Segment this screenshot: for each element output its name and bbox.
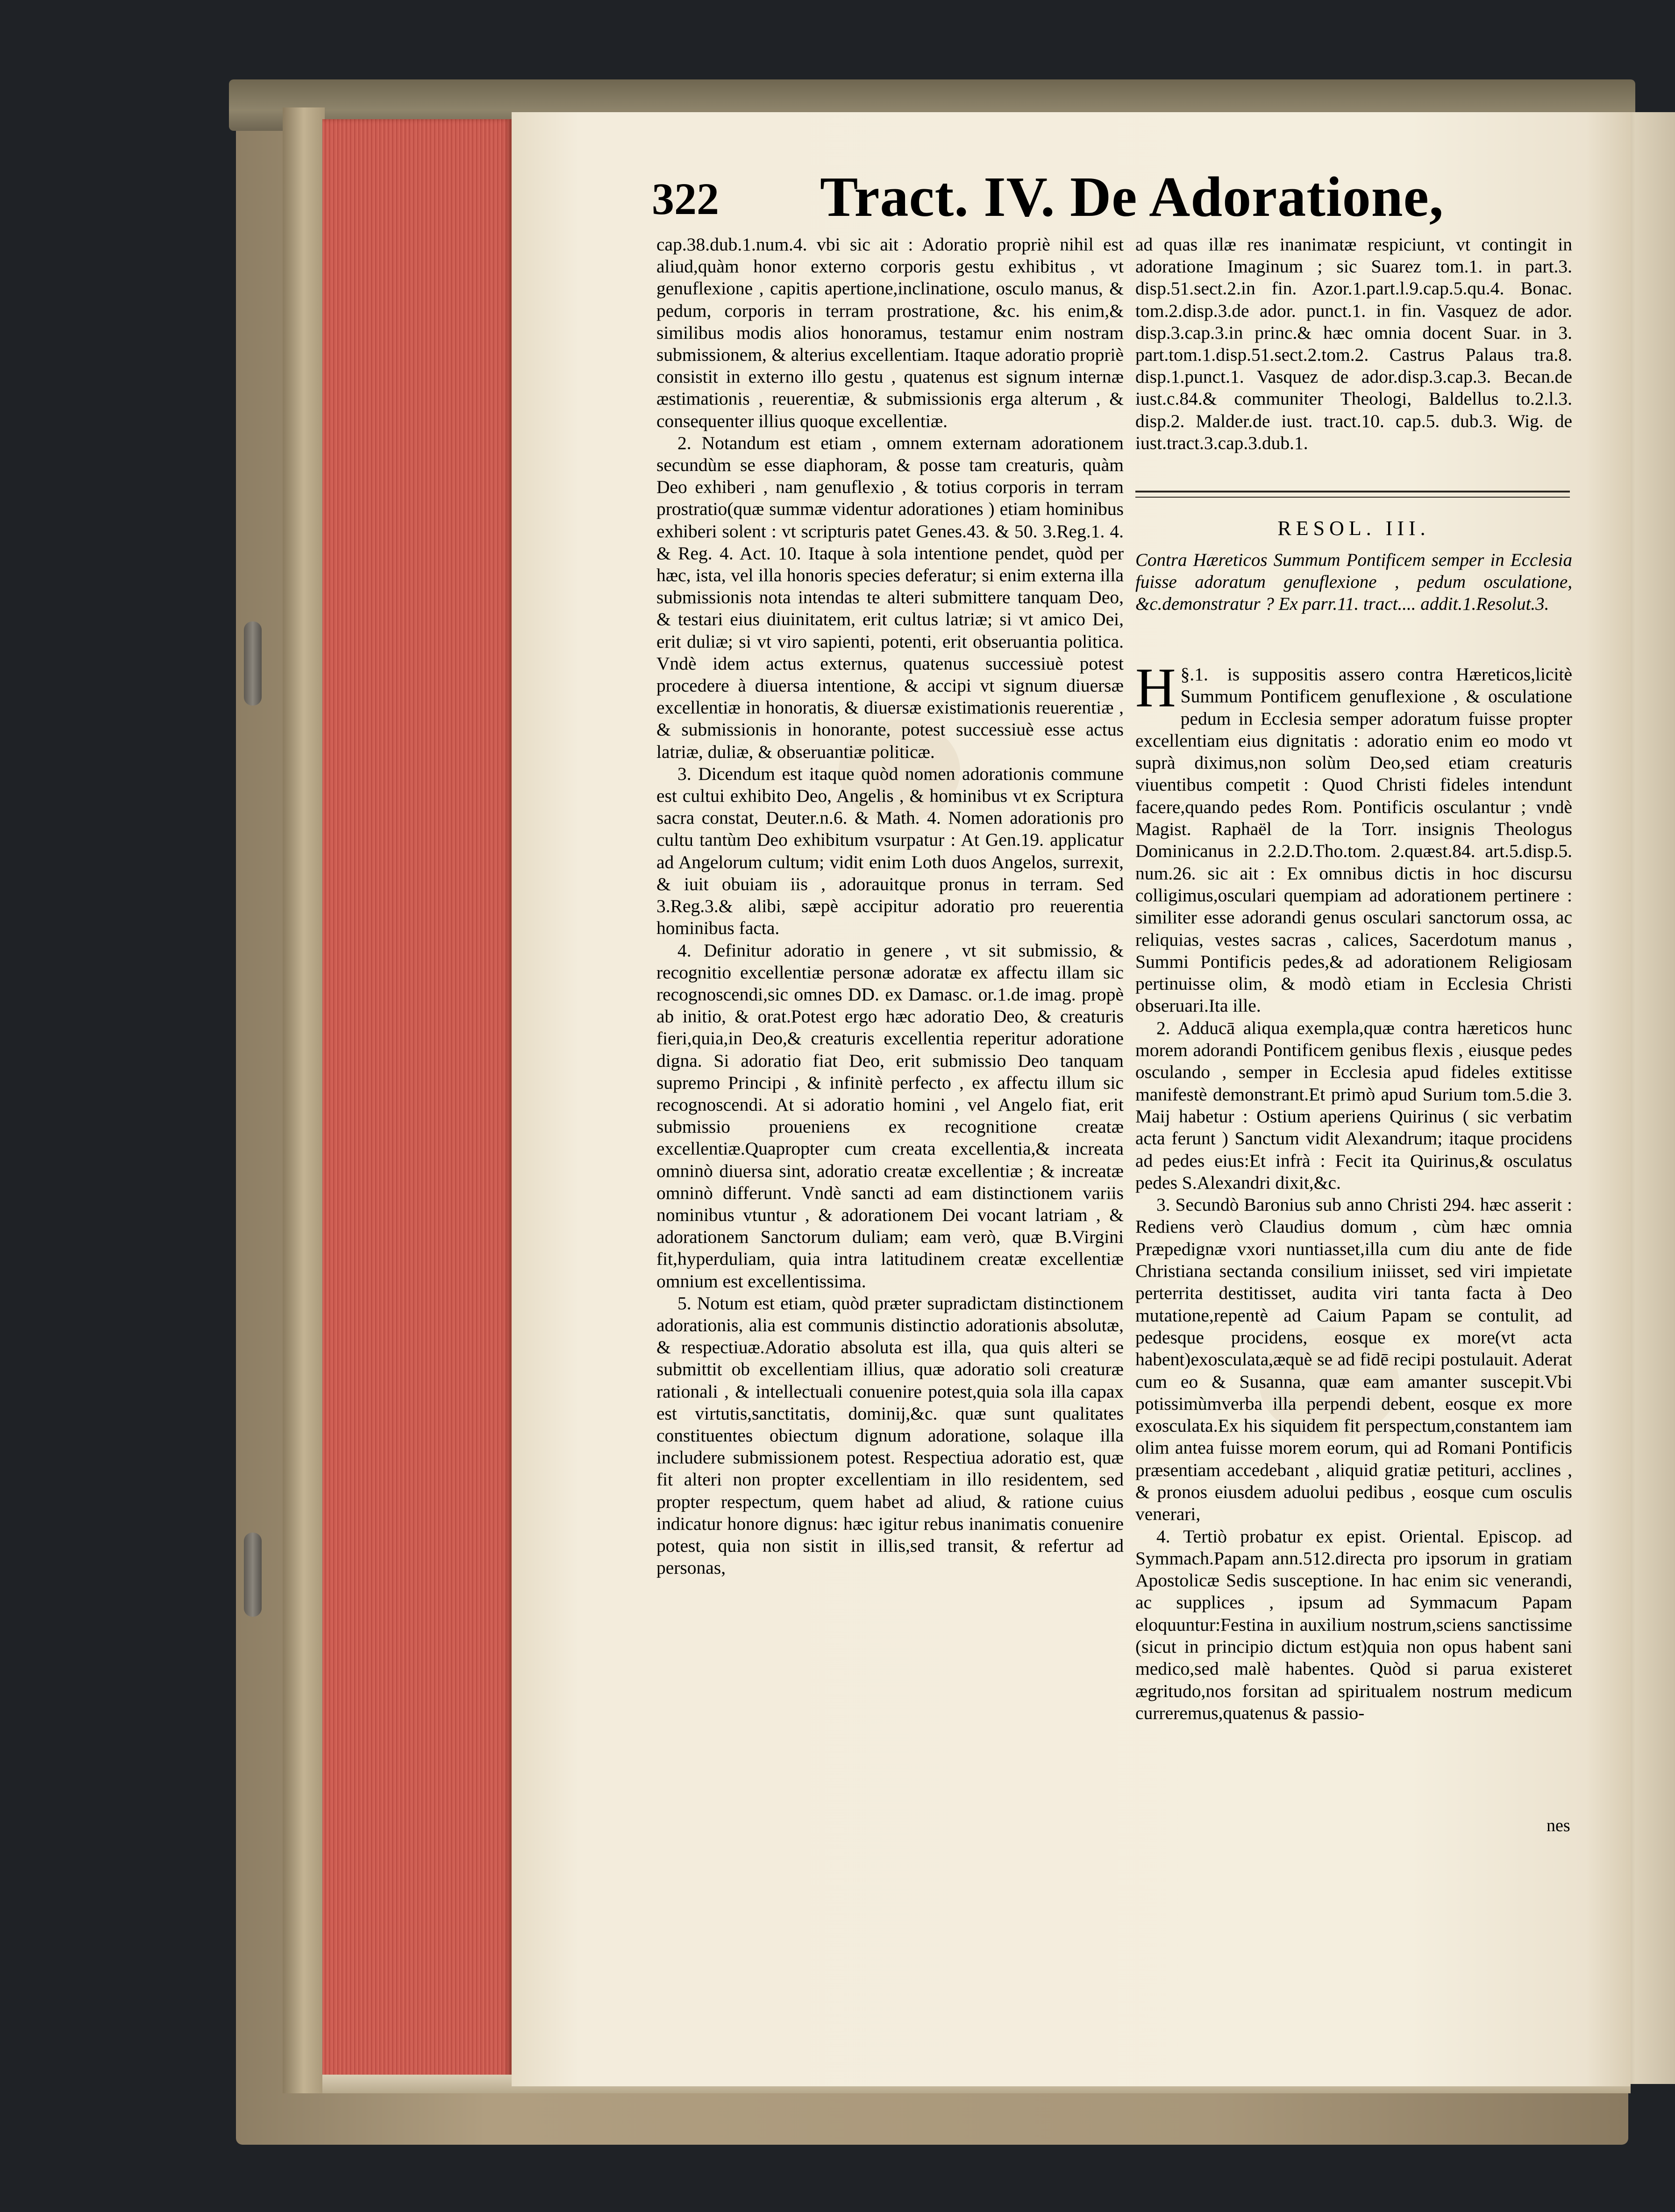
clasp-upper: [244, 621, 262, 706]
paragraph: 4. Tertiò probatur ex epist. Oriental. Episcop. ad Symmach.Papam ann.512.directa pro ipsorum in gratiam Apostolicæ Sedis susceptione. In hac enim sic venerandi, ac supplices , ipsum ad Symmacum Papam eloquuntur:Festina in auxilium nostrum,sciens sanctissime (sicut in principio dictum est)quia non opus habent sani medico,sed malè habentes. Quòd si parua existeret ægritudo,nos forsitan ad spiritualem nostrum medicum curreremus,quatenus & passio-: [1135, 1526, 1572, 1723]
page-number: 322: [652, 174, 719, 224]
running-head: [652, 165, 1577, 238]
clasp-lower: [244, 1533, 262, 1617]
paragraph: 3. Secundò Baronius sub anno Christi 294. hæc asserit : Rediens verò Claudius domum , cùm hæc omnia Præpedignæ vxori nuntiasset,illa cum diu ante de fide Christiana sectanda consilium iniisset, sed viri impietate perterrita destitisset, audita viri tanta facta à Deo mutatione,repentè ad Caium Papam se contulit, ad pedesque procidens, eosque ex more(vt acta habent)exosculata,æquè se ad fidē recipi postulauit. Aderat cum eo & Susanna, quæ eam amanter suscepit.Vbi potissimùmverba illa perpendi debent, eosque ex more exosculata.Ex his siquidem fit perspectum,constantem iam olim antea fuisse morem eorum, qui ad Romani Pontificis præsentiam accedebant , aliquid gratiæ petituri, acclines , & pronos eiusdem aduolui pedibus , eosque cum osculis venerari,: [1135, 1194, 1572, 1525]
first-paragraph: [1135, 656, 1572, 1017]
resolution-summary: Contra Hæreticos Summum Pontificem semper in Ecclesia fuisse adoratum genuflexione , pedum osculatione, &c.demonstratur ? Ex parr.11. tract.... addit.1.Resolut.3.: [1135, 550, 1572, 614]
catchword: nes: [1547, 1816, 1570, 1835]
section-rule: [1135, 491, 1570, 498]
drop-cap: H: [1135, 656, 1176, 719]
paragraph: 2. Adducā aliqua exempla,quæ contra hæreticos hunc morem adorandi Pontificem genibus flexis , eiusque pedes osculando , semper in Ecclesia apud fideles extitisse manifestè demonstrant.Et primò apud Surium tom.5.die 3. Maij habetur : Ostium aperiens Quirinus ( sic verbatim acta ferunt ) Sanctum vidit Alexandrum; itaque procidens ad pedes eius:Et infrà : Fecit ita Quirinus,& osculatus pedes S.Alexandri dixit,&c.: [1135, 1017, 1572, 1193]
section-mark: §.1.: [1180, 664, 1208, 685]
paragraph: ad quas illæ res inanimatæ respiciunt, vt contingit in adoratione Imaginum ; sic Suarez tom.1. in part.3. disp.51.sect.2.in fin. Azor.1.part.l.9.cap.5.qu.4. Bonac. tom.2.disp.3.de ador. punct.1. in fin. Vasquez de ador. disp.3.cap.3.in princ.& hæc omnia docent Suar. in 3. part.tom.1.disp.51.sect.2.tom.2. Castrus Palaus tra.8. disp.1.punct.1. Vasquez de ador.disp.3.cap.3. Becan.de iust.c.84.& communiter Theologi, Baldellus to.2.l.3. disp.2. Malder.de iust. tract.10. cap.5. dub.3. Wig. de iust.tract.3.cap.3.dub.1.: [1135, 234, 1572, 453]
running-title: Tract. IV. De Adoratione,: [820, 165, 1444, 228]
right-column-top: [1135, 234, 1572, 454]
book-binding: [283, 107, 325, 2093]
paragraph-text: is suppositis assero contra Hæreticos,licitè Summum Pontificem genuflexione , & osculatione pedum in Ecclesia semper adoratum fuisse propter excellentiam eius dignitatis : adoratio enim eo modo vt suprà diximus,non solùm Deo,sed etiam creaturis viuentibus competit : Quod Christi fideles intendunt facere,quando pedes Rom. Pontificis osculantur ; vndè Magist. Raphaël de la Torr. insignis Theologus Dominicanus in 2.2.D.Tho.tom. 2.quæst.84. art.5.disp.5. num.26. sic ait : Ex omnibus dictis in hoc discursu colligimus,osculari quempiam ad adorationem pertinere : similiter esse adorandi genus osculari sanctorum ossa, ac reliquias, vestes sacras , calices, Sacerdotum manus , Summi Pontificis pedes,& ad adorationem Religiosam pertinuisse olim, & modò etiam in Ecclesia Christi obseruari.Ita ille.: [1135, 664, 1572, 1016]
red-page-edges: [322, 119, 512, 2089]
resolution-title: RESOL. III.: [1277, 517, 1430, 540]
right-column-body: [1135, 656, 1572, 1724]
paragraph: 5. Notum est etiam, quòd præter supradictam distinctionem adorationis, alia est communis distinctio adorationis absolutæ, & respectiuæ.Adoratio absoluta est illa, qua quis alteri se submittit ob excellentiam illius, quæ adoratio soli creaturæ rationali , & intellectuali conuenire potest,quia sola illa capax est virtutis,sanctitatis, dominij,&c. quæ sunt qualitates constituentes obiectum dignum adoratione, solaque illa includere submissionem potest. Respectiua adoratio est, quæ fit alteri non propter excellentiam in illo residentem, sed propter respectum, quem habet ad aliud, & ratione cuius indicatur honore dignus: hæc igitur rebus inanimatis conuenire potest, quia non sistit in illis,sed transit, & refertur ad personas,: [656, 1292, 1124, 1578]
paragraph: 3. Dicendum est itaque quòd nomen adorationis commune est cultui exhibito Deo, Angelis , & hominibus vt ex Scriptura sacra constat, Deuter.n.6. & Math. 4. Nomen adorationis pro cultu tantùm Deo exhibitum vsurpatur : At Gen.19. applicatur ad Angelorum cultum; vidit enim Loth duos Angelos, surrexit, & iuit obuiam iis , adorauitque pronus in terram. Sed 3.Reg.3.& alibi, sæpè accipitur adoratio pro reuerentia hominibus facta.: [656, 763, 1124, 939]
paragraph: 4. Definitur adoratio in genere , vt sit submissio, & recognitio excellentiæ personæ adoratæ ex affectu illam sic recognoscendi,sic omnes DD. ex Damasc. or.1.de imag. propè ab initio, & orat.Potest ergo hæc adoratio Deo, & creaturis fieri,quia,in Deo,& creaturis excellentia reperitur adoratione digna. Si adoratio fiat Deo, erit submissio Deo tanquam supremo Principi , & infinitè perfecto , ex affectu illum sic recognoscendi. At si adoratio homini , vel Angelo fiat, erit submissio proueniens ex recognitione creatæ excellentiæ.Quapropter cum creata excellentia,& increata omninò diuersa sint, adoratio creatæ excellentiæ ; & increatæ omninò differunt. Vndè sancti ad eam distinctionem variis nominibus vtuntur , & adorationem Dei vocant latriam , & adorationem Sanctorum duliam; eam verò, quæ B.Virgini fit,hyperduliam, quia intra latitudinem creatæ excellentiæ omnium est excellentissima.: [656, 940, 1124, 1292]
paragraph: 2. Notandum est etiam , omnem externam adorationem secundùm se esse diaphoram, & posse tam creaturis, quàm Deo exhiberi , nam genuflexio , & totius corporis in terram prostratio(quæ summæ videntur adorationes ) etiam hominibus exhiberi solent : vt scripturis patet Genes.43. & 50. 3.Reg.1. 4. & Reg. 4. Act. 10. Itaque à sola intentione pendet, quòd per hæc, ista, vel illa honoris species deferatur; si enim externa illa submissionis nota intendas te alteri submittere tanquam Deo, & testari eius diuinitatem, erit cultus latriæ; si vt amico Dei, erit duliæ; si vt viro sapienti, potenti, erit obseruantia politica. Vndè idem actus externus, quatenus successiuè potest procedere à diuersa intentione, & accipi vt signum diuersæ excellentiæ in honoratis, & diuersæ existimationis reuerentiæ , & submissionis in honorante, potest successiuè esse actus latriæ, duliæ, & obseruantiæ politicæ.: [656, 432, 1124, 762]
paragraph: cap.38.dub.1.num.4. vbi sic ait : Adoratio propriè nihil est aliud,quàm honor externo corporis gestu exhibitus , vt genuflexione , capitis apertione,inclinatione, osculo manus, & pedum, corporis in terram prostratione, &c. his enim,& similibus modis alios honoramus, testamur enim nostram submissionem, & alterius excellentiam. Itaque adoratio propriè consistit in externo illo gestu , quatenus est signum internæ æstimationis , reuerentiæ, & submissionis erga alterum , & consequenter illius quoque excellentiæ.: [656, 234, 1124, 431]
left-column: [656, 234, 1124, 1579]
